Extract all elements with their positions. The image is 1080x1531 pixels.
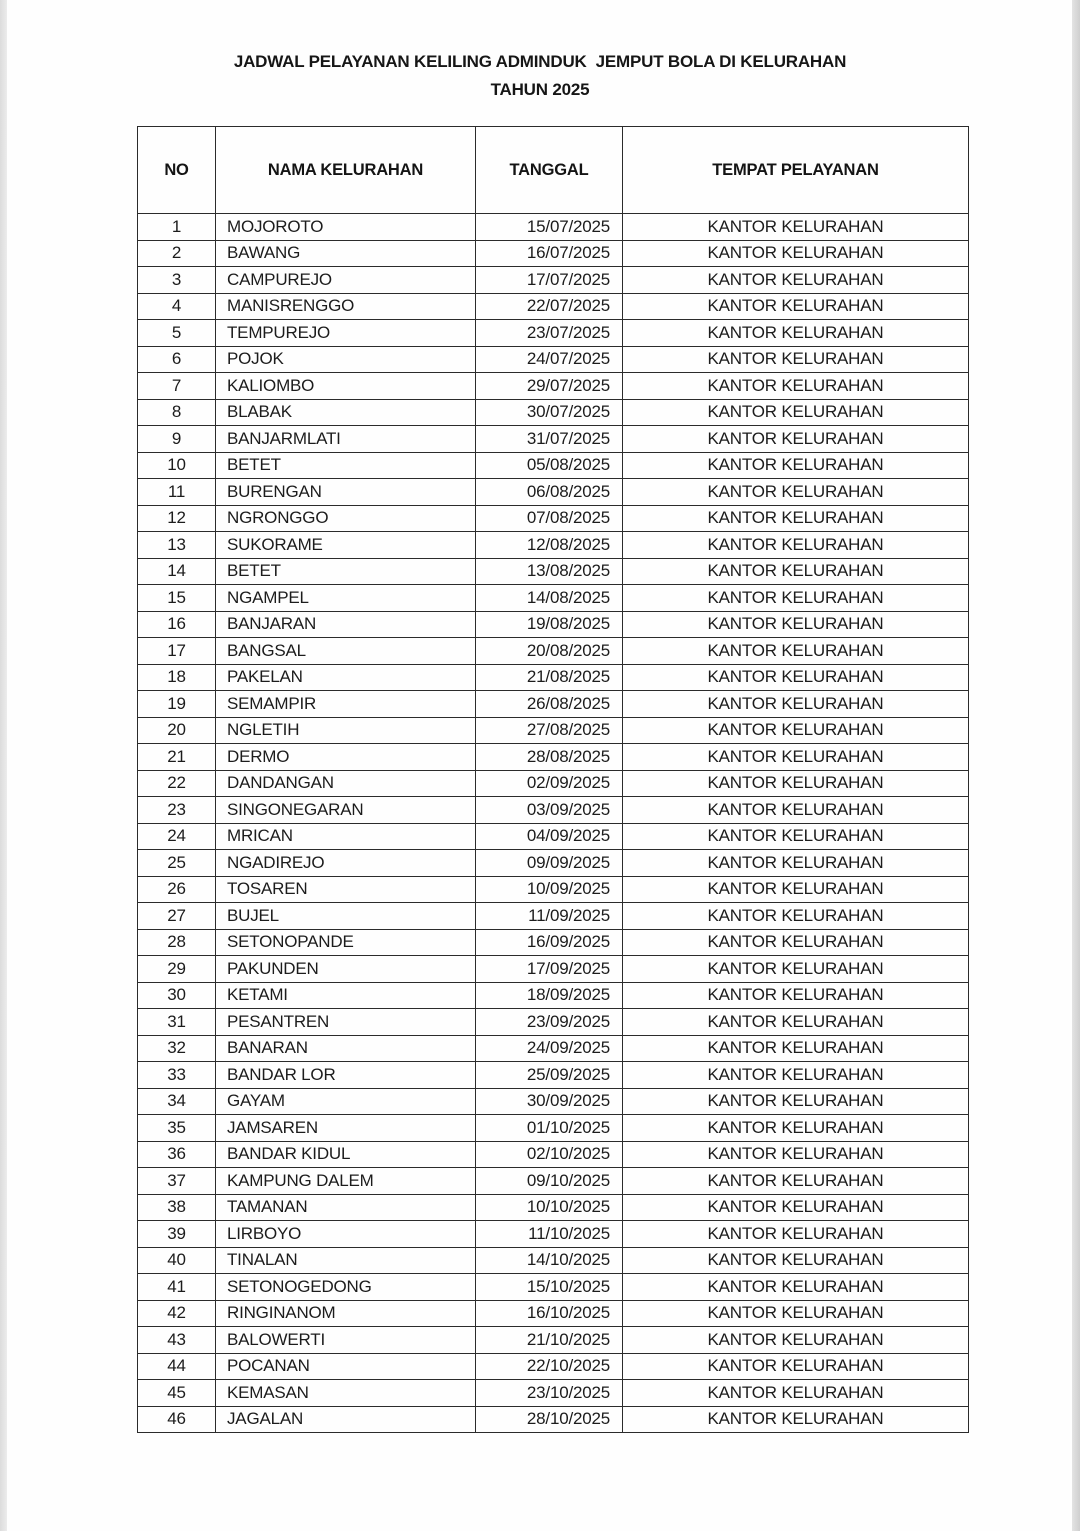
cell-tempat: KANTOR KELURAHAN [623, 1247, 969, 1274]
cell-tanggal: 09/09/2025 [476, 850, 623, 877]
cell-tanggal: 10/10/2025 [476, 1194, 623, 1221]
cell-tanggal: 31/07/2025 [476, 426, 623, 453]
cell-tanggal: 22/07/2025 [476, 293, 623, 320]
cell-tanggal: 01/10/2025 [476, 1115, 623, 1142]
cell-no: 31 [138, 1009, 216, 1036]
cell-kelurahan: BUJEL [216, 903, 476, 930]
cell-tanggal: 24/09/2025 [476, 1035, 623, 1062]
table-row [138, 532, 969, 559]
table-row [138, 505, 969, 532]
cell-no: 18 [138, 664, 216, 691]
table-header-row [138, 127, 969, 214]
cell-tanggal: 23/09/2025 [476, 1009, 623, 1036]
table-row [138, 585, 969, 612]
cell-kelurahan: BANDAR KIDUL [216, 1141, 476, 1168]
cell-no: 46 [138, 1406, 216, 1433]
cell-tempat: KANTOR KELURAHAN [623, 850, 969, 877]
cell-tanggal: 30/07/2025 [476, 399, 623, 426]
cell-tempat: KANTOR KELURAHAN [623, 1141, 969, 1168]
cell-tanggal: 28/08/2025 [476, 744, 623, 771]
cell-no: 21 [138, 744, 216, 771]
cell-tanggal: 05/08/2025 [476, 452, 623, 479]
table-row [138, 267, 969, 294]
cell-tempat: KANTOR KELURAHAN [623, 479, 969, 506]
cell-tempat: KANTOR KELURAHAN [623, 956, 969, 983]
cell-no: 43 [138, 1327, 216, 1354]
cell-kelurahan: PAKELAN [216, 664, 476, 691]
table-row [138, 929, 969, 956]
table-row [138, 903, 969, 930]
cell-tanggal: 07/08/2025 [476, 505, 623, 532]
cell-no: 14 [138, 558, 216, 585]
cell-kelurahan: SETONOPANDE [216, 929, 476, 956]
cell-tempat: KANTOR KELURAHAN [623, 664, 969, 691]
cell-no: 28 [138, 929, 216, 956]
cell-tanggal: 24/07/2025 [476, 346, 623, 373]
cell-tempat: KANTOR KELURAHAN [623, 611, 969, 638]
cell-no: 42 [138, 1300, 216, 1327]
cell-tanggal: 10/09/2025 [476, 876, 623, 903]
cell-kelurahan: BETET [216, 558, 476, 585]
cell-no: 9 [138, 426, 216, 453]
cell-tanggal: 03/09/2025 [476, 797, 623, 824]
table-row [138, 770, 969, 797]
cell-tanggal: 17/07/2025 [476, 267, 623, 294]
cell-no: 7 [138, 373, 216, 400]
page-title: JADWAL PELAYANAN KELILING ADMINDUK JEMPUT BOLA DI KELURAHAN [233, 52, 847, 71]
table-row [138, 956, 969, 983]
cell-tanggal: 04/09/2025 [476, 823, 623, 850]
cell-kelurahan: BAWANG [216, 240, 476, 267]
cell-kelurahan: PAKUNDEN [216, 956, 476, 983]
cell-tanggal: 16/09/2025 [476, 929, 623, 956]
cell-no: 37 [138, 1168, 216, 1195]
cell-tempat: KANTOR KELURAHAN [623, 293, 969, 320]
cell-tempat: KANTOR KELURAHAN [623, 1300, 969, 1327]
cell-no: 4 [138, 293, 216, 320]
cell-kelurahan: BANJARMLATI [216, 426, 476, 453]
cell-tempat: KANTOR KELURAHAN [623, 346, 969, 373]
table-row [138, 1088, 969, 1115]
header-nama-kelurahan: NAMA KELURAHAN [216, 127, 476, 214]
cell-kelurahan: POJOK [216, 346, 476, 373]
cell-no: 19 [138, 691, 216, 718]
table-row [138, 717, 969, 744]
cell-no: 1 [138, 214, 216, 241]
cell-tempat: KANTOR KELURAHAN [623, 505, 969, 532]
cell-tempat: KANTOR KELURAHAN [623, 1088, 969, 1115]
table-row [138, 1221, 969, 1248]
table-row [138, 744, 969, 771]
cell-tanggal: 15/07/2025 [476, 214, 623, 241]
cell-tanggal: 18/09/2025 [476, 982, 623, 1009]
cell-tanggal: 12/08/2025 [476, 532, 623, 559]
cell-no: 36 [138, 1141, 216, 1168]
cell-tempat: KANTOR KELURAHAN [623, 876, 969, 903]
table-row [138, 611, 969, 638]
cell-kelurahan: TEMPUREJO [216, 320, 476, 347]
document-title [0, 48, 1080, 104]
cell-tanggal: 02/10/2025 [476, 1141, 623, 1168]
cell-tempat: KANTOR KELURAHAN [623, 903, 969, 930]
cell-tempat: KANTOR KELURAHAN [623, 373, 969, 400]
cell-tanggal: 11/10/2025 [476, 1221, 623, 1248]
cell-kelurahan: NGRONGGO [216, 505, 476, 532]
cell-no: 15 [138, 585, 216, 612]
cell-tempat: KANTOR KELURAHAN [623, 1062, 969, 1089]
cell-tempat: KANTOR KELURAHAN [623, 744, 969, 771]
table-row [138, 452, 969, 479]
table-row [138, 346, 969, 373]
cell-no: 13 [138, 532, 216, 559]
table-row [138, 214, 969, 241]
cell-tempat: KANTOR KELURAHAN [623, 585, 969, 612]
cell-tempat: KANTOR KELURAHAN [623, 1406, 969, 1433]
cell-kelurahan: BANGSAL [216, 638, 476, 665]
cell-no: 45 [138, 1380, 216, 1407]
header-tempat-pelayanan: TEMPAT PELAYANAN [623, 127, 969, 214]
cell-tanggal: 20/08/2025 [476, 638, 623, 665]
cell-tanggal: 26/08/2025 [476, 691, 623, 718]
cell-kelurahan: MRICAN [216, 823, 476, 850]
cell-no: 8 [138, 399, 216, 426]
cell-tempat: KANTOR KELURAHAN [623, 691, 969, 718]
cell-tanggal: 30/09/2025 [476, 1088, 623, 1115]
cell-no: 11 [138, 479, 216, 506]
cell-no: 10 [138, 452, 216, 479]
cell-no: 35 [138, 1115, 216, 1142]
cell-no: 30 [138, 982, 216, 1009]
cell-tanggal: 23/07/2025 [476, 320, 623, 347]
cell-tanggal: 23/10/2025 [476, 1380, 623, 1407]
cell-tempat: KANTOR KELURAHAN [623, 1327, 969, 1354]
table-body [138, 214, 969, 1433]
table-row [138, 664, 969, 691]
cell-tempat: KANTOR KELURAHAN [623, 1009, 969, 1036]
cell-kelurahan: BANARAN [216, 1035, 476, 1062]
cell-no: 22 [138, 770, 216, 797]
cell-tanggal: 09/10/2025 [476, 1168, 623, 1195]
cell-tempat: KANTOR KELURAHAN [623, 214, 969, 241]
cell-kelurahan: BETET [216, 452, 476, 479]
table-row [138, 1274, 969, 1301]
cell-tempat: KANTOR KELURAHAN [623, 982, 969, 1009]
cell-kelurahan: TINALAN [216, 1247, 476, 1274]
cell-no: 17 [138, 638, 216, 665]
cell-kelurahan: BANJARAN [216, 611, 476, 638]
cell-kelurahan: BANDAR LOR [216, 1062, 476, 1089]
cell-kelurahan: SETONOGEDONG [216, 1274, 476, 1301]
cell-no: 34 [138, 1088, 216, 1115]
table-row [138, 1141, 969, 1168]
table-row [138, 320, 969, 347]
table-row [138, 1247, 969, 1274]
cell-kelurahan: JAGALAN [216, 1406, 476, 1433]
cell-kelurahan: MOJOROTO [216, 214, 476, 241]
table-row [138, 426, 969, 453]
table-row [138, 638, 969, 665]
cell-kelurahan: JAMSAREN [216, 1115, 476, 1142]
cell-kelurahan: BALOWERTI [216, 1327, 476, 1354]
cell-tanggal: 21/10/2025 [476, 1327, 623, 1354]
cell-no: 5 [138, 320, 216, 347]
cell-tanggal: 25/09/2025 [476, 1062, 623, 1089]
cell-tempat: KANTOR KELURAHAN [623, 399, 969, 426]
cell-kelurahan: GAYAM [216, 1088, 476, 1115]
cell-kelurahan: SEMAMPIR [216, 691, 476, 718]
cell-no: 3 [138, 267, 216, 294]
cell-tempat: KANTOR KELURAHAN [623, 770, 969, 797]
cell-tanggal: 29/07/2025 [476, 373, 623, 400]
table-row [138, 479, 969, 506]
cell-no: 16 [138, 611, 216, 638]
cell-kelurahan: MANISRENGGO [216, 293, 476, 320]
cell-no: 39 [138, 1221, 216, 1248]
cell-kelurahan: NGADIREJO [216, 850, 476, 877]
table-row [138, 1327, 969, 1354]
cell-no: 23 [138, 797, 216, 824]
table-row [138, 240, 969, 267]
cell-kelurahan: BURENGAN [216, 479, 476, 506]
cell-tanggal: 14/10/2025 [476, 1247, 623, 1274]
scan-edge-left [0, 0, 7, 1531]
cell-no: 38 [138, 1194, 216, 1221]
table-row [138, 558, 969, 585]
cell-no: 2 [138, 240, 216, 267]
table-row [138, 1380, 969, 1407]
cell-tanggal: 19/08/2025 [476, 611, 623, 638]
cell-tempat: KANTOR KELURAHAN [623, 929, 969, 956]
cell-tempat: KANTOR KELURAHAN [623, 797, 969, 824]
cell-tempat: KANTOR KELURAHAN [623, 267, 969, 294]
cell-tanggal: 28/10/2025 [476, 1406, 623, 1433]
table-row [138, 797, 969, 824]
cell-kelurahan: KAMPUNG DALEM [216, 1168, 476, 1195]
cell-tanggal: 16/10/2025 [476, 1300, 623, 1327]
table-row [138, 823, 969, 850]
table-row [138, 1062, 969, 1089]
cell-no: 33 [138, 1062, 216, 1089]
table-row [138, 293, 969, 320]
cell-tempat: KANTOR KELURAHAN [623, 717, 969, 744]
cell-no: 32 [138, 1035, 216, 1062]
cell-tanggal: 22/10/2025 [476, 1353, 623, 1380]
cell-tempat: KANTOR KELURAHAN [623, 1353, 969, 1380]
cell-no: 20 [138, 717, 216, 744]
cell-tempat: KANTOR KELURAHAN [623, 426, 969, 453]
cell-kelurahan: BLABAK [216, 399, 476, 426]
cell-no: 25 [138, 850, 216, 877]
cell-kelurahan: LIRBOYO [216, 1221, 476, 1248]
scan-edge-right [1072, 0, 1080, 1531]
cell-tanggal: 14/08/2025 [476, 585, 623, 612]
table-row [138, 1300, 969, 1327]
cell-tempat: KANTOR KELURAHAN [623, 558, 969, 585]
cell-kelurahan: CAMPUREJO [216, 267, 476, 294]
table-row [138, 850, 969, 877]
cell-kelurahan: KETAMI [216, 982, 476, 1009]
header-no: NO [138, 127, 216, 214]
cell-kelurahan: TOSAREN [216, 876, 476, 903]
table-row [138, 1194, 969, 1221]
header-tanggal: TANGGAL [476, 127, 623, 214]
table-row [138, 982, 969, 1009]
cell-kelurahan: KALIOMBO [216, 373, 476, 400]
cell-no: 24 [138, 823, 216, 850]
table-row [138, 399, 969, 426]
table-header [138, 127, 969, 214]
cell-no: 27 [138, 903, 216, 930]
cell-kelurahan: SUKORAME [216, 532, 476, 559]
cell-kelurahan: DANDANGAN [216, 770, 476, 797]
cell-tempat: KANTOR KELURAHAN [623, 823, 969, 850]
cell-tempat: KANTOR KELURAHAN [623, 240, 969, 267]
table-row [138, 1009, 969, 1036]
cell-tempat: KANTOR KELURAHAN [623, 638, 969, 665]
cell-kelurahan: TAMANAN [216, 1194, 476, 1221]
cell-kelurahan: PESANTREN [216, 1009, 476, 1036]
cell-kelurahan: POCANAN [216, 1353, 476, 1380]
cell-kelurahan: RINGINANOM [216, 1300, 476, 1327]
cell-tanggal: 13/08/2025 [476, 558, 623, 585]
cell-kelurahan: KEMASAN [216, 1380, 476, 1407]
cell-tempat: KANTOR KELURAHAN [623, 1221, 969, 1248]
table-row [138, 1115, 969, 1142]
schedule-table [137, 126, 969, 1433]
cell-no: 41 [138, 1274, 216, 1301]
cell-tanggal: 17/09/2025 [476, 956, 623, 983]
table-row [138, 373, 969, 400]
cell-no: 29 [138, 956, 216, 983]
cell-tempat: KANTOR KELURAHAN [623, 1274, 969, 1301]
cell-tanggal: 02/09/2025 [476, 770, 623, 797]
cell-kelurahan: NGAMPEL [216, 585, 476, 612]
cell-tempat: KANTOR KELURAHAN [623, 1035, 969, 1062]
table-row [138, 691, 969, 718]
table-row [138, 1168, 969, 1195]
cell-tempat: KANTOR KELURAHAN [623, 1168, 969, 1195]
cell-tanggal: 11/09/2025 [476, 903, 623, 930]
cell-tanggal: 06/08/2025 [476, 479, 623, 506]
cell-tanggal: 21/08/2025 [476, 664, 623, 691]
cell-no: 40 [138, 1247, 216, 1274]
page-subtitle: TAHUN 2025 [490, 80, 590, 99]
cell-tempat: KANTOR KELURAHAN [623, 1380, 969, 1407]
cell-no: 26 [138, 876, 216, 903]
table-row [138, 1035, 969, 1062]
cell-tempat: KANTOR KELURAHAN [623, 1194, 969, 1221]
table-row [138, 1353, 969, 1380]
table-row [138, 876, 969, 903]
cell-tanggal: 27/08/2025 [476, 717, 623, 744]
cell-kelurahan: NGLETIH [216, 717, 476, 744]
cell-tanggal: 15/10/2025 [476, 1274, 623, 1301]
cell-no: 6 [138, 346, 216, 373]
cell-tempat: KANTOR KELURAHAN [623, 1115, 969, 1142]
cell-tempat: KANTOR KELURAHAN [623, 532, 969, 559]
cell-kelurahan: DERMO [216, 744, 476, 771]
cell-tempat: KANTOR KELURAHAN [623, 452, 969, 479]
cell-tempat: KANTOR KELURAHAN [623, 320, 969, 347]
cell-tanggal: 16/07/2025 [476, 240, 623, 267]
table-row [138, 1406, 969, 1433]
cell-no: 12 [138, 505, 216, 532]
cell-kelurahan: SINGONEGARAN [216, 797, 476, 824]
cell-no: 44 [138, 1353, 216, 1380]
